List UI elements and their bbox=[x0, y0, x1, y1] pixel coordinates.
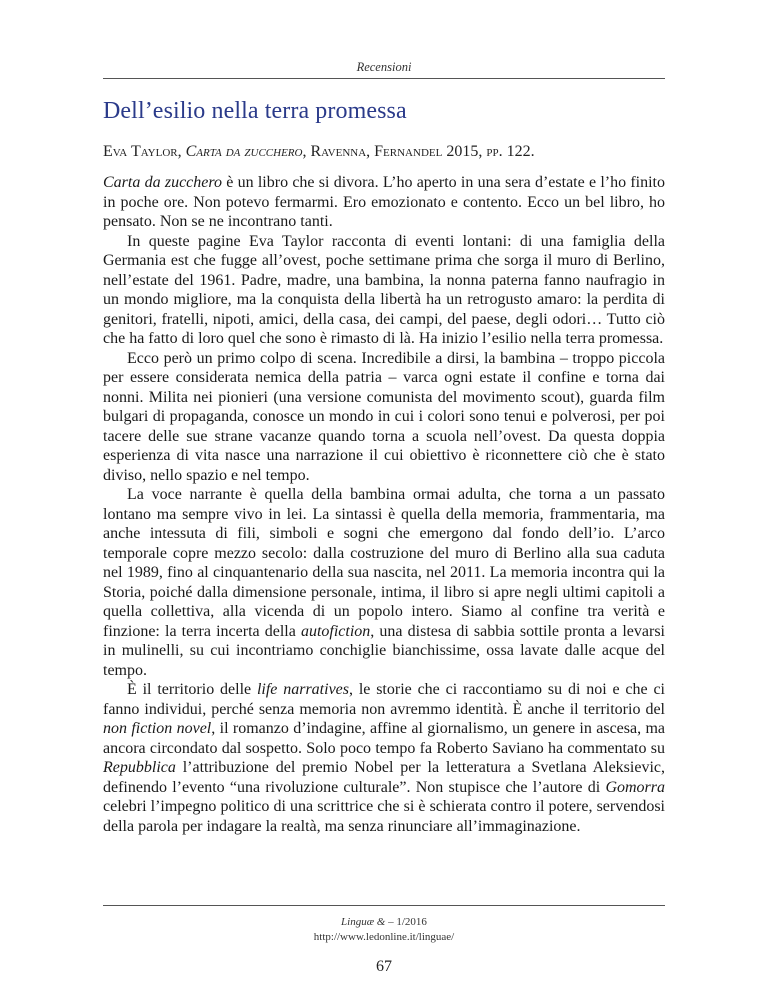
text-run: È il territorio delle bbox=[127, 681, 257, 698]
journal-issue: – 1/2016 bbox=[385, 916, 427, 928]
review-body bbox=[103, 173, 665, 836]
text-run: Ecco però un primo colpo di scena. Incredibile a dirsi, la bambina – troppo piccola per essere considerata nemica della patria – varca ogni estate il confine e torna dai nonni. Milita nei pionieri (una versione comunista del movimento scout), guarda film bulgari di propaganda, conosce un mondo in cui i colori sono tenui e polverosi, per poi tacere delle sue strane vacanze quando torna a scuola nell’ovest. Da questa doppia esperienza di vita nasce una narrazione il cui obiettivo è riconnettere ciò che è stato diviso, nello spazio e nel tempo. bbox=[103, 349, 665, 484]
page bbox=[103, 0, 665, 994]
citation-book-title: Carta da zucchero bbox=[185, 143, 303, 160]
italic-term: Repubblica bbox=[103, 759, 176, 776]
italic-term: non fiction novel bbox=[103, 720, 212, 737]
journal-line bbox=[103, 916, 665, 928]
journal-name: Linguæ & bbox=[341, 916, 386, 928]
header-divider bbox=[103, 78, 665, 79]
book-citation: Eva Taylor, Carta da zucchero, Ravenna, Fernandel 2015, pp. 122. bbox=[103, 143, 535, 160]
text-run: La voce narrante è quella della bambina ormai adulta, che torna a un passato lontano ma sempre vivo in lei. La sintassi è quella della memoria, frammentaria, ma anche intessuta di fili, simboli e sogni che emergono dal fondo dell’io. L’arco temporale copre mezzo secolo: dalla costruzione del muro di Berlino alla sua caduta nel 1989, fino al cinquantenario della sua nascita, nel 2011. La memoria incontra qui la Storia, poiché dalla dimensione personale, intima, il libro si apre negli ultimi capitoli a quella collettiva, alla vicenda di un popolo intero. Siamo al confine tra verità e finzione: la terra incerta della bbox=[103, 486, 665, 640]
citation-author: Eva Taylor bbox=[103, 143, 178, 160]
article-title: Dell’esilio nella terra promessa bbox=[103, 98, 407, 124]
text-run: , le storie che ci raccontiamo su di noi e che ci fanno individui, perché senza memoria non avremmo identità. È anche il territorio del bbox=[103, 681, 666, 718]
footer-divider bbox=[103, 905, 665, 906]
paragraph bbox=[103, 680, 665, 836]
text-run: l’attribuzione del premio Nobel per la letteratura a Svetlana Aleksievic, definendo l’evento “una rivoluzione culturale”. Non stupisce che l’autore di bbox=[103, 759, 665, 796]
text-run: celebri l’impegno politico di una scrittrice che si è schierata contro il potere, servendosi della parola per indagare la realtà, ma senza rinunciare all’immaginazione. bbox=[103, 798, 665, 835]
citation-year: 2015 bbox=[446, 143, 479, 160]
italic-term: Carta da zucchero bbox=[103, 174, 223, 191]
paragraph bbox=[103, 173, 665, 232]
citation-pages: pp. 122 bbox=[486, 143, 531, 160]
italic-term: autofiction bbox=[300, 622, 371, 640]
page-number: 67 bbox=[376, 958, 392, 975]
running-head: Recensioni bbox=[356, 60, 412, 74]
text-run: è un libro che si divora. L’ho aperto in una sera d’estate e l’ho finito in poche ore. Non potevo fermarmi. Ero emozionato e contento. Ecco un bel libro, ho pensato. Non se ne incontrano tanti. bbox=[103, 174, 665, 230]
text-run: , il romanzo d’indagine, affine al giornalismo, un genere in ascesa, ma ancora circondato dal sospetto. Solo poco tempo fa Roberto Saviano ha commentato su bbox=[103, 720, 666, 757]
journal-url: http://www.ledonline.it/linguae/ bbox=[313, 931, 455, 943]
text-run: In queste pagine Eva Taylor racconta di eventi lontani: di una famiglia della Germania est che fugge all’ovest, poche settimane prima che sorga il muro di Berlino, nell’estate del 1961. Padre, madre, una bambina, la nonna paterna fanno naufragio in un mondo migliore, ma la conquista della libertà ha un retrogusto amaro: la perdita di genitori, fratelli, nipoti, amici, della casa, dei campi, del paese, degli odori… Tutto ciò che ha fatto di loro quel che sono è rimasto di là. Ha inizio l’esilio nella terra promessa. bbox=[103, 232, 665, 347]
paragraph bbox=[103, 485, 665, 680]
citation-publisher: Ravenna, Fernandel bbox=[310, 143, 443, 160]
paragraph bbox=[103, 349, 665, 486]
paragraph bbox=[103, 232, 665, 349]
text-run: , una distesa di sabbia sottile pronta a levarsi in mulinelli, su cui incontriamo conchiglie bianchissime, ossa lavate dalle acque del tempo. bbox=[103, 622, 665, 679]
italic-term: life narratives bbox=[256, 681, 349, 698]
italic-term: Gomorra bbox=[605, 778, 665, 796]
